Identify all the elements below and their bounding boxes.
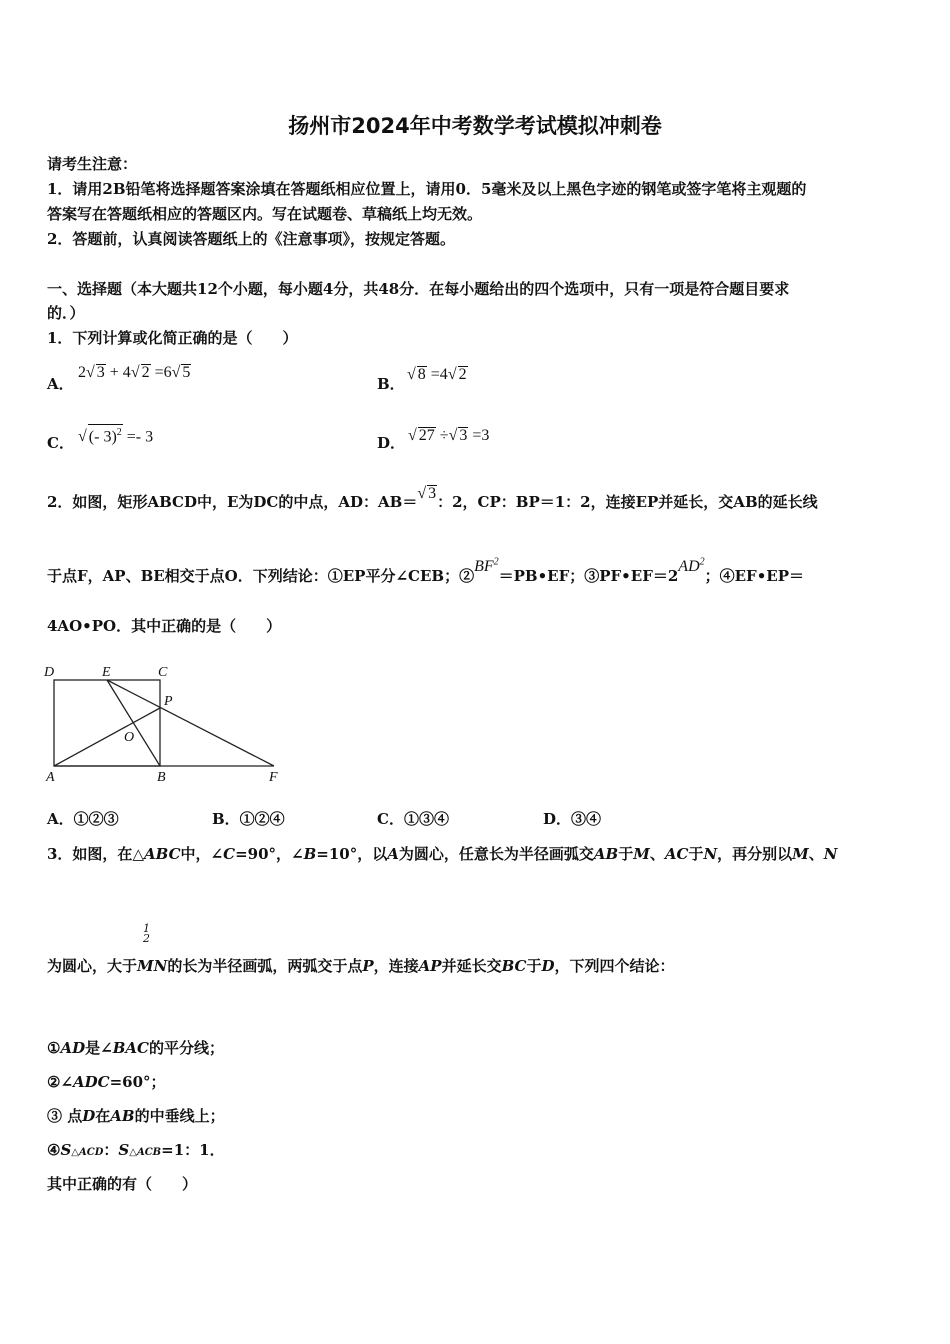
label-f: F	[269, 770, 278, 785]
q1-stem: 1．下列计算或化简正确的是（ ）	[47, 329, 298, 347]
label-b: B	[157, 770, 166, 785]
label-e: E	[102, 665, 111, 680]
q3-conclusion-2: ②∠ADC=60°；	[47, 1073, 166, 1091]
q2-line-2: 于点F，AP、BE相交于点O．下列结论：①EP平分∠CEB；$②BF^2=PB•EF$；$③PF•EF=2AD^2$；④EF•EP＝	[47, 556, 805, 585]
q3-conclusion-1: ①AD是∠BAC的平分线；	[47, 1039, 224, 1057]
page-title: 扬州市2024年中考数学考试模拟冲刺卷	[288, 114, 662, 138]
label-p: P	[164, 694, 173, 709]
q3-line-2: 为圆心，大于MN的长为半径画弧，两弧交于点P，连接AP并延长交BC于D，下列四个结论：	[47, 957, 675, 975]
q1-option-d-expr: √ 27 ÷√ 3 =3	[408, 427, 489, 445]
label-d: D	[44, 665, 55, 680]
line-be	[107, 680, 160, 766]
q3-conclusion-4: ④S△ACD：S△ACB=1：1．	[47, 1141, 225, 1159]
q2-option-b: B．①②④	[212, 810, 285, 828]
q2-line-1: 2．如图，矩形ABCD中，E为DC的中点，AD：AB＝√ 3：2，CP：BP＝1：2，连接EP并延长，交AB的延长线	[47, 491, 818, 512]
rectangle-abcd	[54, 680, 160, 766]
section-heading-line-1: 一、选择题（本大题共12个小题，每小题4分，共48分．在每小题给出的四个选项中，只有一项是符合题目要求	[47, 280, 790, 298]
label-a: A	[46, 770, 55, 785]
q2-option-a: A．①②③	[47, 810, 119, 828]
q2-option-c: C．①③④	[377, 810, 449, 828]
q1-option-c-expr: √ (- 3)$^2$ =- 3	[78, 424, 153, 446]
notice-heading: 请考生注意：	[47, 155, 138, 173]
q1-option-a-expr: 2√ 3 + 4√ 2 =6√ 5	[78, 364, 191, 382]
notice-line-3: 2．答题前，认真阅读答题纸上的《注意事项》，按规定答题。	[47, 230, 455, 248]
notice-line-2: 答案写在答题纸相应的答题区内。写在试题卷、草稿纸上均无效。	[47, 205, 483, 223]
line-ap	[54, 708, 160, 766]
q3-closing: 其中正确的有（ ）	[47, 1175, 198, 1193]
section-heading-line-2: 的．）	[47, 304, 85, 322]
q3-conclusion-3: ③ 点D在AB的中垂线上；	[47, 1107, 225, 1125]
q2-line-3: 4AO•PO．其中正确的是（ ）	[47, 617, 282, 635]
q1-option-c-label: C．	[47, 434, 74, 452]
q3-line-1: 3．如图，在△ABC中，∠C=90°，∠B=10°，以A为圆心，任意长为半径画弧交AB于M、AC于N，再分别以M、N	[47, 845, 838, 863]
q1-option-d-label: D．	[377, 434, 406, 452]
q3-fraction-half: 1 2	[143, 922, 150, 945]
q2-figure	[40, 660, 290, 790]
q1-option-b-label: B．	[377, 375, 405, 393]
q1-option-b-expr: √ 8 =4√ 2	[407, 366, 468, 384]
q2-option-d: D．③④	[543, 810, 602, 828]
label-c: C	[158, 665, 168, 680]
label-o: O	[124, 730, 135, 745]
notice-line-1: 1．请用2B铅笔将选择题答案涂填在答题纸相应位置上，请用0．5毫米及以上黑色字迹的钢笔或签字笔将主观题的	[47, 180, 807, 198]
q1-option-a-label: A．	[47, 375, 74, 393]
